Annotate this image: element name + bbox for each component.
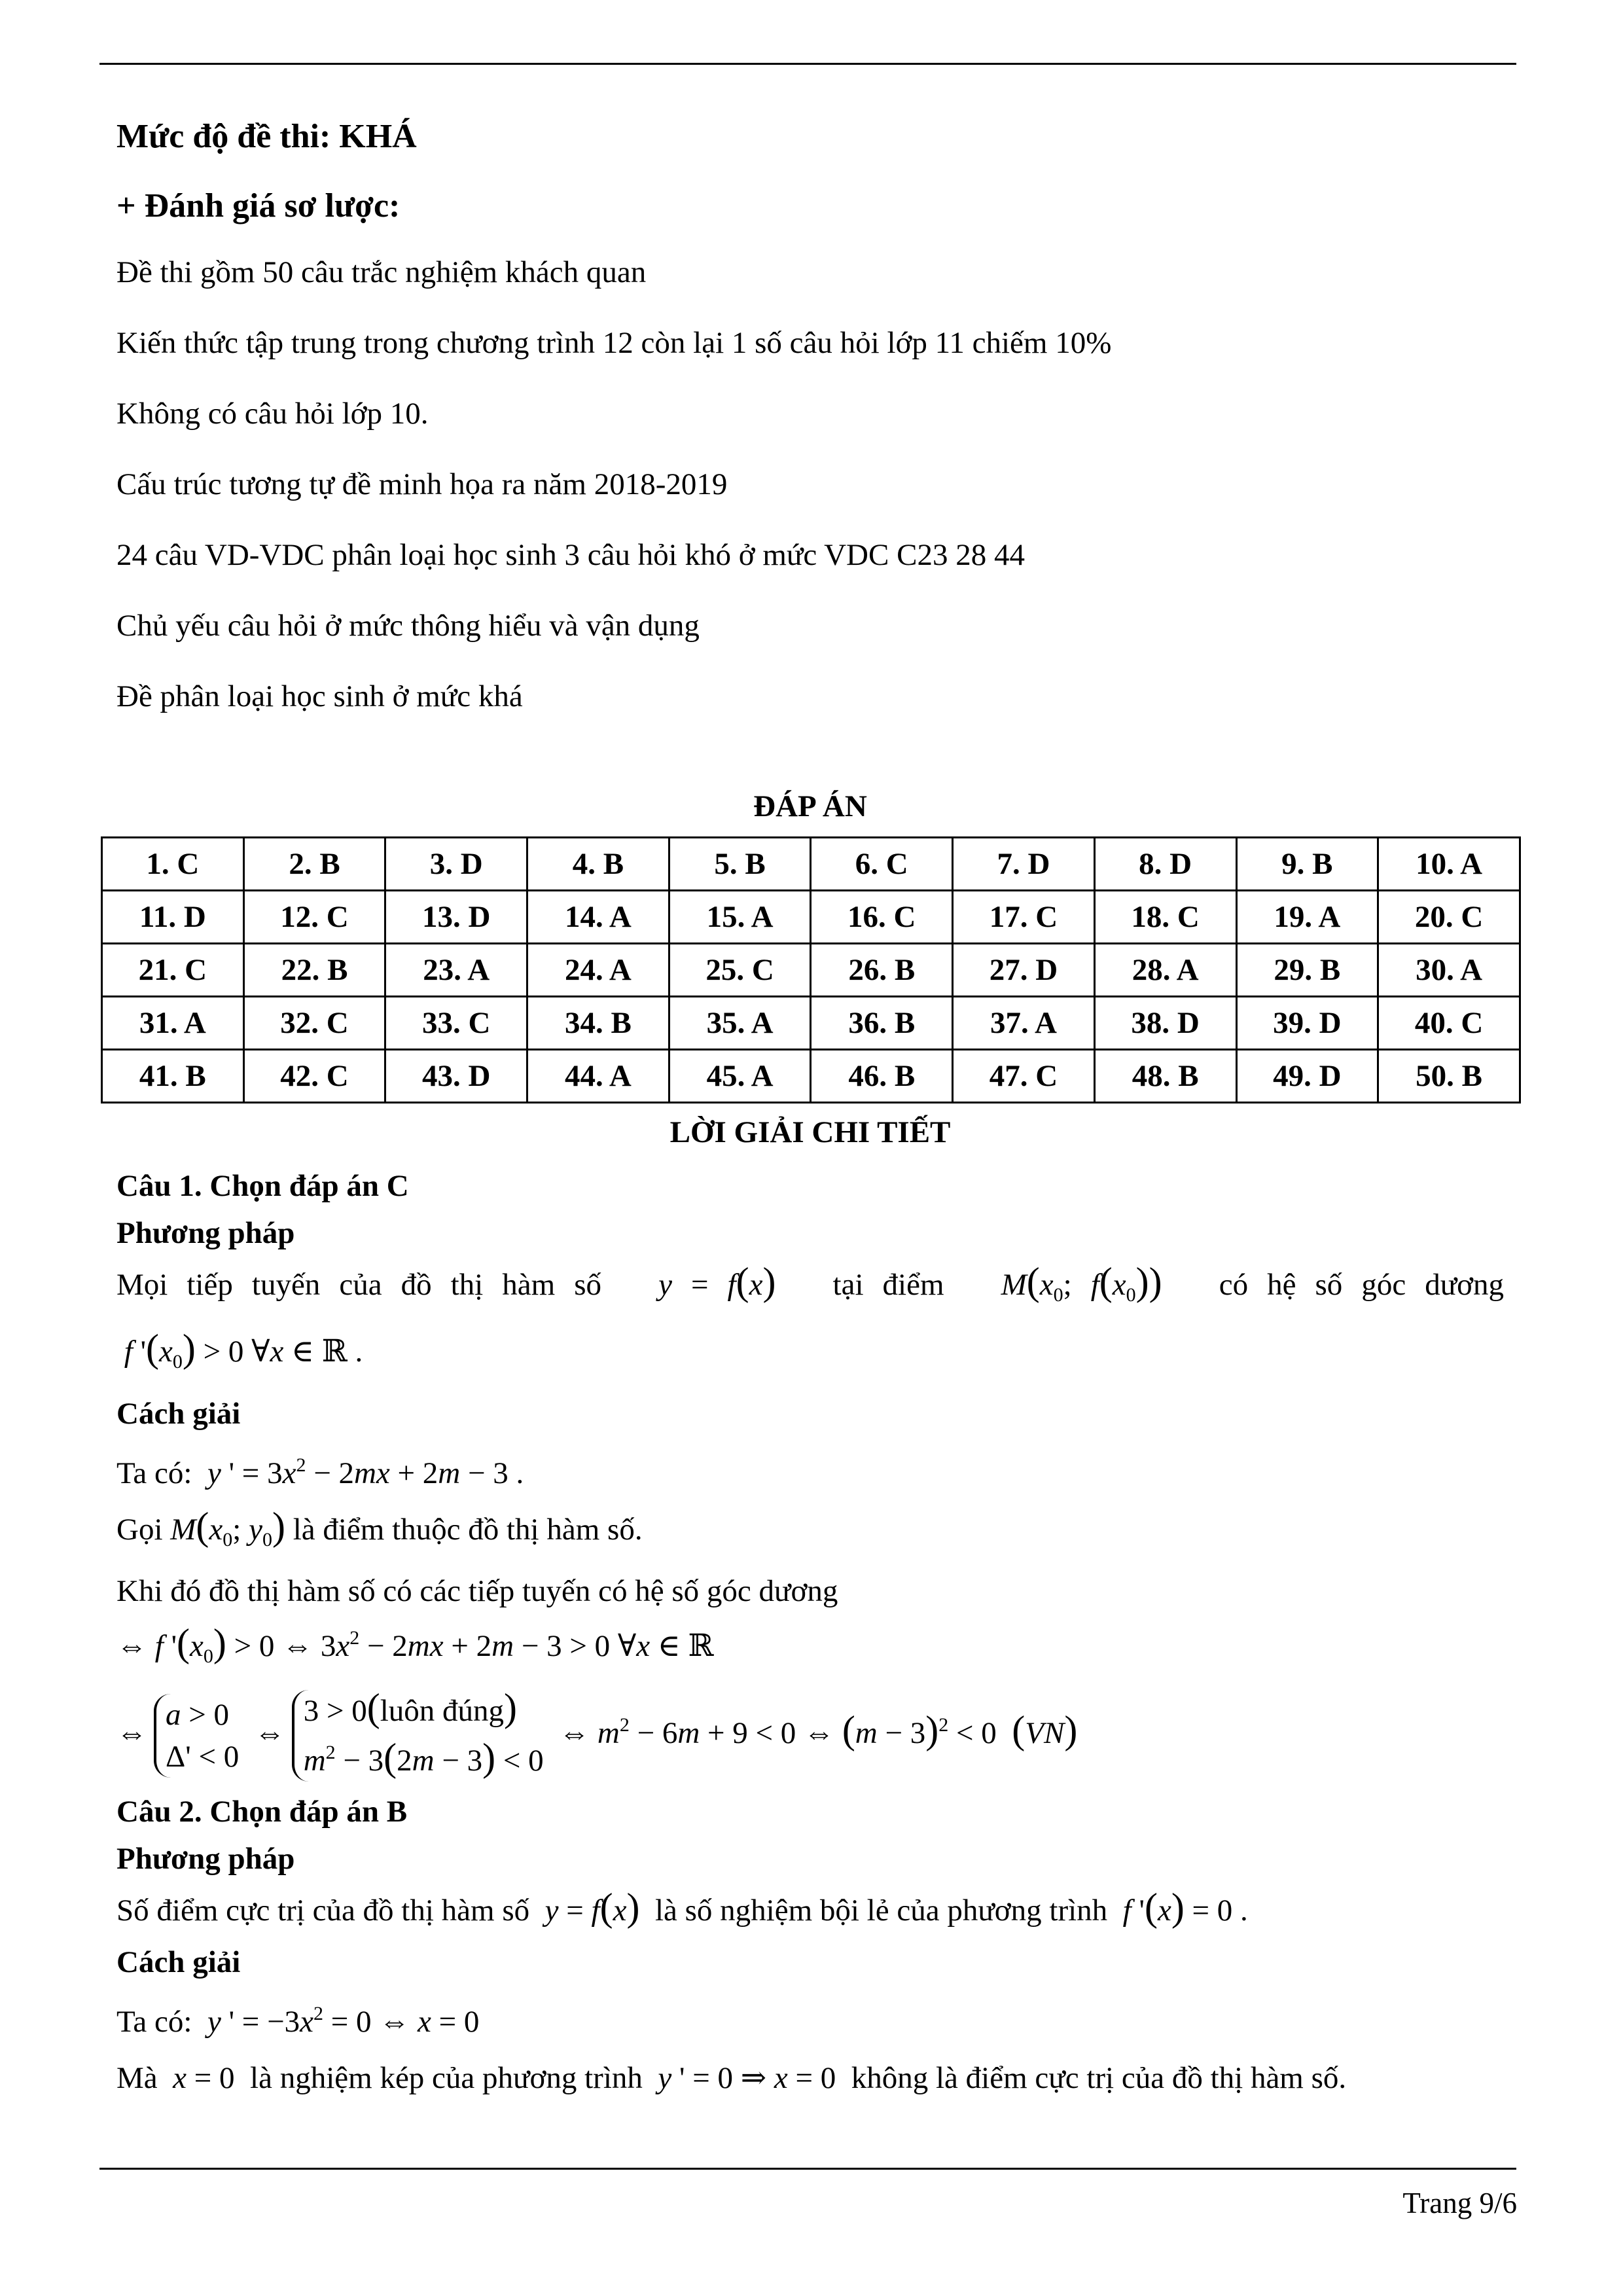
answer-cell: 27. D: [953, 944, 1095, 997]
answer-cell: 8. D: [1094, 838, 1236, 891]
q2-conclusion: Mà x = 0 là nghiệm kép của phương trình y ' = 0 ⇒ x = 0 không là điểm cực trị của đồ thị hàm số.: [116, 2061, 1347, 2095]
answer-cell: 32. C: [243, 997, 385, 1050]
answer-cell: 4. B: [527, 838, 669, 891]
answer-cell: 39. D: [1236, 997, 1378, 1050]
answer-cell: 16. C: [811, 891, 953, 944]
answer-row: [102, 997, 1520, 1050]
answer-cell: 22. B: [243, 944, 385, 997]
q1-point: Gọi $M(x_0$; $y_0$) là điểm thuộc đồ thị hàm số.: [116, 1505, 643, 1551]
page-number: Trang 9/6: [1402, 2187, 1517, 2219]
answer-row: [102, 944, 1520, 997]
q1-equivalence-1: ⇔ f '$(x_0) > 0$ ⇔ $3x^2 - 2mx + 2m - 3 > 0$ ∀x ∈ ℝ: [116, 1621, 714, 1667]
answer-cell: 17. C: [953, 891, 1095, 944]
answer-cell: 30. A: [1378, 944, 1520, 997]
q1-derivative: Ta có: y ' = $3x^2 - 2mx + 2m - 3$ .: [116, 1454, 524, 1490]
q1-solution-label: Cách giải: [116, 1397, 241, 1431]
q2-solution-label: Cách giải: [116, 1945, 241, 1979]
answer-cell: 41. B: [102, 1050, 244, 1103]
answer-cell: 43. D: [385, 1050, 527, 1103]
answer-table: [101, 836, 1521, 1103]
answer-cell: 23. A: [385, 944, 527, 997]
answer-cell: 28. A: [1094, 944, 1236, 997]
answer-cell: 26. B: [811, 944, 953, 997]
difficulty-level: Mức độ đề thi: KHÁ: [116, 118, 417, 155]
answer-cell: 38. D: [1094, 997, 1236, 1050]
q1-method-text: Mọi tiếp tuyến của đồ thị hàm số y = f(x) tại điểm $M(x_0$; $f(x_0)$) có hệ số góc dương: [116, 1260, 1505, 1306]
answer-cell: 20. C: [1378, 891, 1520, 944]
answer-cell: 44. A: [527, 1050, 669, 1103]
page-content: [116, 98, 1504, 2106]
answer-cell: 18. C: [1094, 891, 1236, 944]
header-rule: [99, 63, 1516, 65]
answer-cell: 15. A: [669, 891, 811, 944]
answer-cell: 14. A: [527, 891, 669, 944]
answer-cell: 49. D: [1236, 1050, 1378, 1103]
answer-cell: 34. B: [527, 997, 669, 1050]
answer-cell: 2. B: [243, 838, 385, 891]
assessment-line: Chủ yếu câu hỏi ở mức thông hiểu và vận dụng: [116, 609, 700, 643]
assessment-list: [116, 253, 1504, 716]
assessment-line: 24 câu VD-VDC phân loại học sinh 3 câu hỏi khó ở mức VDC C23 28 44: [116, 538, 1025, 572]
answer-cell: 46. B: [811, 1050, 953, 1103]
q2-derivative: Ta có: y ' = $-3x^2 = 0$ ⇔ x = 0: [116, 2003, 480, 2039]
answer-cell: 29. B: [1236, 944, 1378, 997]
answer-cell: 6. C: [811, 838, 953, 891]
answer-cell: 36. B: [811, 997, 953, 1050]
q1-method-condition: f '$(x_0) > 0$ ∀x ∈ ℝ .: [124, 1327, 363, 1372]
answer-cell: 42. C: [243, 1050, 385, 1103]
answer-cell: 48. B: [1094, 1050, 1236, 1103]
assessment-line: Đề thi gồm 50 câu trắc nghiệm khách quan: [116, 255, 647, 289]
answer-cell: 31. A: [102, 997, 244, 1050]
answer-row: [102, 838, 1520, 891]
assessment-line: Cấu trúc tương tự đề minh họa ra năm 2018-2019: [116, 467, 728, 501]
answer-cell: 11. D: [102, 891, 244, 944]
answer-cell: 13. D: [385, 891, 527, 944]
q2-method-text: Số điểm cực trị của đồ thị hàm số y = f(x) là số nghiệm bội lẻ của phương trình f '(x) = 0 .: [116, 1886, 1248, 1929]
answer-cell: 47. C: [953, 1050, 1095, 1103]
answer-cell: 5. B: [669, 838, 811, 891]
answer-cell: 45. A: [669, 1050, 811, 1103]
answer-cell: 35. A: [669, 997, 811, 1050]
answer-cell: 24. A: [527, 944, 669, 997]
q1-method-label: Phương pháp: [116, 1216, 295, 1250]
assessment-line: Kiến thức tập trung trong chương trình 12 còn lại 1 số câu hỏi lớp 11 chiếm 10%: [116, 326, 1112, 360]
answer-cell: 1. C: [102, 838, 244, 891]
q2-title: Câu 2. Chọn đáp án B: [116, 1795, 408, 1829]
q1-title: Câu 1. Chọn đáp án C: [116, 1169, 409, 1203]
answer-cell: 40. C: [1378, 997, 1520, 1050]
q1-condition-text: Khi đó đồ thị hàm số có các tiếp tuyến có hệ số góc dương: [116, 1574, 838, 1608]
answer-cell: 21. C: [102, 944, 244, 997]
q2-method-label: Phương pháp: [116, 1842, 295, 1876]
answer-cell: 9. B: [1236, 838, 1378, 891]
answer-cell: 25. C: [669, 944, 811, 997]
answer-cell: 33. C: [385, 997, 527, 1050]
assessment-line: Không có câu hỏi lớp 10.: [116, 397, 429, 431]
answer-cell: 10. A: [1378, 838, 1520, 891]
q1-equivalence-2: ⇔a > 0 Δ' < 0 ⇔3 > 0(luôn đúng) $m^2 - 3(2m - 3) < 0$ ⇔ $m^2 - 6m + 9 < 0$ ⇔ $(m - 3)^2 < 0$ (VN): [116, 1690, 1504, 1782]
answer-cell: 19. A: [1236, 891, 1378, 944]
answer-cell: 7. D: [953, 838, 1095, 891]
answer-cell: 50. B: [1378, 1050, 1520, 1103]
assessment-heading: + Đánh giá sơ lược:: [116, 187, 401, 224]
answer-cell: 3. D: [385, 838, 527, 891]
answer-row: [102, 891, 1520, 944]
answer-cell: 12. C: [243, 891, 385, 944]
assessment-line: Đề phân loại học sinh ở mức khá: [116, 679, 523, 713]
solutions-title: LỜI GIẢI CHI TIẾT: [669, 1115, 951, 1149]
answer-row: [102, 1050, 1520, 1103]
answer-cell: 37. A: [953, 997, 1095, 1050]
answers-title: ĐÁP ÁN: [753, 789, 867, 823]
footer-rule: [99, 2168, 1516, 2170]
